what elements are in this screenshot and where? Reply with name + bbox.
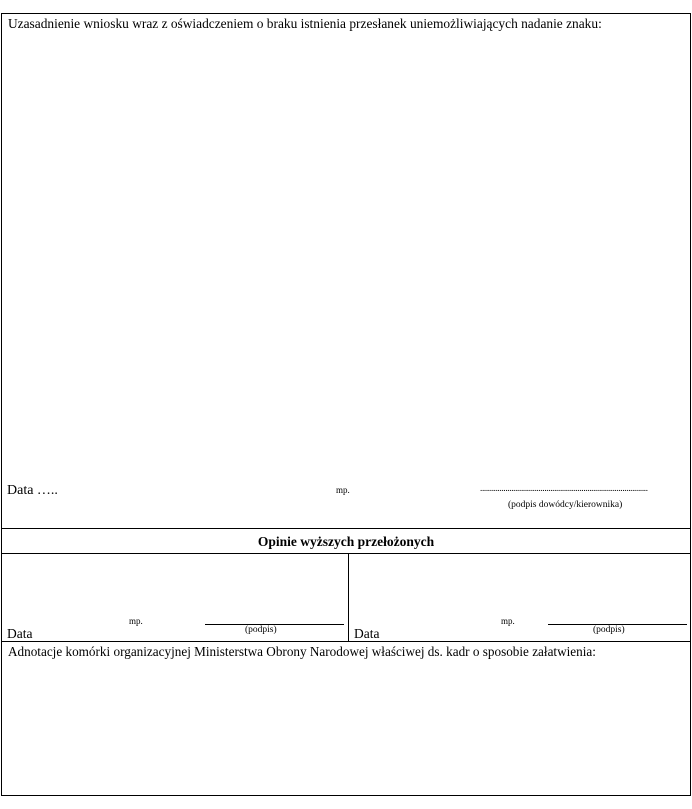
opinion-cell-right[interactable] bbox=[349, 554, 690, 641]
justification-signature-caption: (podpis dowódcy/kierownika) bbox=[508, 500, 623, 510]
opinion-cell-left[interactable] bbox=[2, 554, 349, 641]
opinion-left-date-label: Data bbox=[7, 626, 33, 641]
opinion-left-stamp-label: mp. bbox=[129, 616, 143, 626]
application-form bbox=[1, 13, 691, 796]
annotations-label: Adnotacje komórki organizacyjnej Ministerstwa Obrony Narodowej właściwej ds. kadr o sposobie załatwienia: bbox=[8, 644, 596, 659]
opinion-left-signature-caption: (podpis) bbox=[245, 625, 277, 635]
opinions-row bbox=[2, 554, 690, 642]
justification-signature-dotted-line: ...................................................................................... bbox=[480, 483, 648, 493]
opinion-right-stamp-label: mp. bbox=[501, 616, 515, 626]
justification-section[interactable] bbox=[2, 14, 690, 529]
justification-date-label: Data ….. bbox=[7, 483, 58, 498]
opinion-right-date-label: Data bbox=[354, 626, 380, 641]
justification-stamp-label: mp. bbox=[336, 485, 350, 495]
annotations-section[interactable] bbox=[2, 642, 690, 795]
opinion-right-signature-caption: (podpis) bbox=[593, 625, 625, 635]
opinions-header: Opinie wyższych przełożonych bbox=[2, 529, 690, 554]
justification-label: Uzasadnienie wniosku wraz z oświadczeniem o braku istnienia przesłanek uniemożliwiających nadanie znaku: bbox=[8, 16, 602, 31]
